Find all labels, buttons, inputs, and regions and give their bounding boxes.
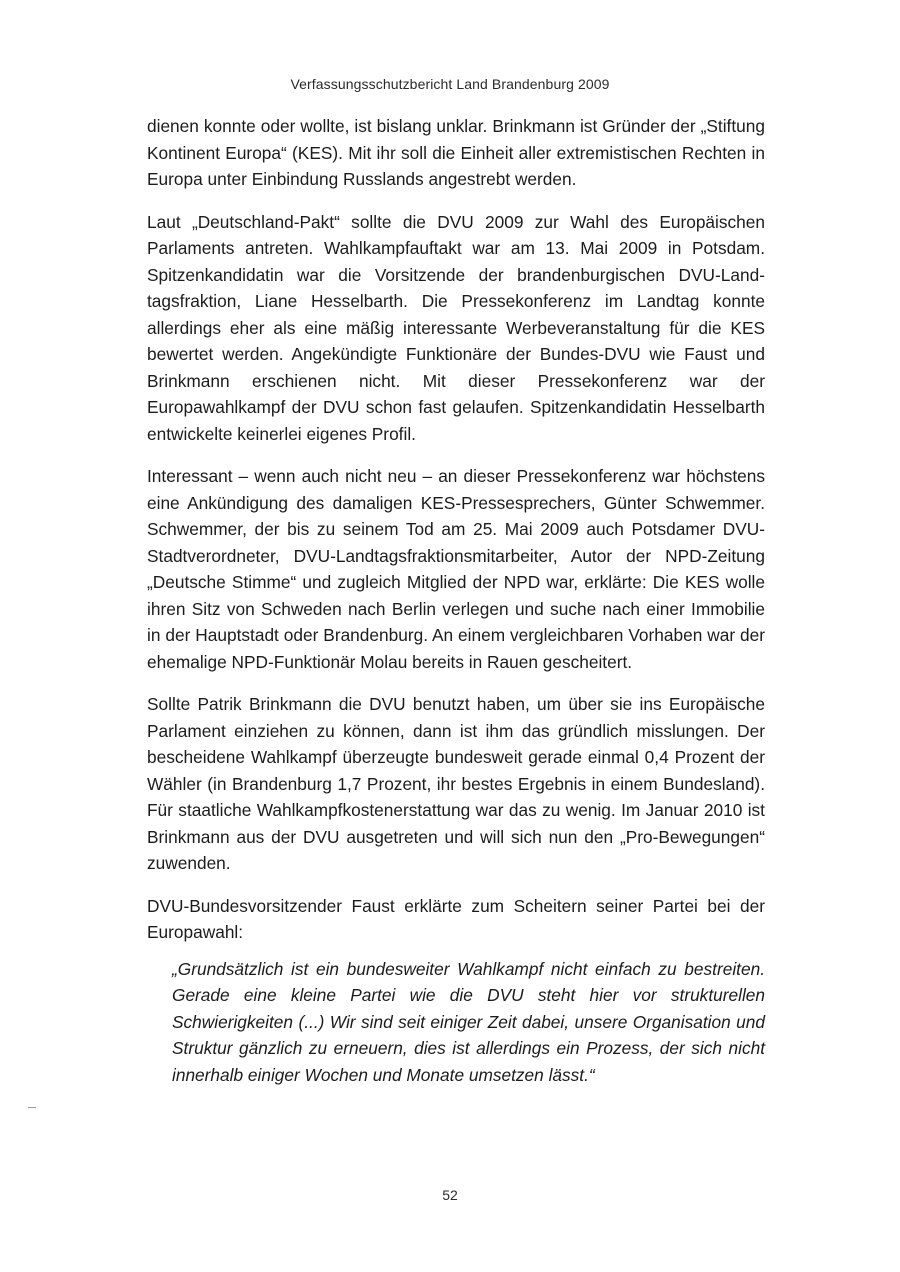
scan-margin-mark [28, 1107, 36, 1108]
page-number: 52 [442, 1187, 458, 1203]
paragraph: DVU-Bundesvorsitzender Faust erklärte zum Scheitern seiner Partei bei der Europawahl: [147, 895, 765, 942]
body-text [147, 113, 765, 1088]
block-quote: „Grundsätzlich ist ein bundesweiter Wahlkampf nicht einfach zu bestreiten. Gerade eine kleine Partei wie die DVU steht hier vor strukturellen Schwierigkeiten (...) Wir sind seit einiger Zeit dabei, unsere Organisation und Struktur gänzlich zu erneuern, dies ist allerdings ein Prozess, der sich nicht innerhalb einiger Wochen und Monate umsetzen lässt.“ [172, 958, 765, 1085]
running-header: Verfassungsschutzbericht Land Brandenburg 2009 [290, 76, 610, 92]
paragraph: dienen konnte oder wollte, ist bislang unklar. Brinkmann ist Gründer der „Stiftung Kontinent Europa“ (KES). Mit ihr soll die Einheit aller extremistischen Rechten in Europa unter Einbindung Russlands angestrebt werden. [147, 116, 765, 189]
paragraph: Sollte Patrik Brinkmann die DVU benutzt haben, um über sie ins Europäische Parlament einziehen zu können, dann ist ihm das gründlich misslungen. Der bescheidene Wahlkampf überzeugte bundesweit gerade einmal 0,4 Prozent der Wähler (in Brandenburg 1,7 Prozent, ihr bestes Ergebnis in einem Bundesland). Für staatliche Wahlkampfkostenerstattung war das zu wenig. Im Januar 2010 ist Brinkmann aus der DVU ausgetreten und will sich nun den „Pro-Bewegungen“ zuwenden. [147, 694, 765, 873]
paragraph: Laut „Deutschland-Pakt“ sollte die DVU 2009 zur Wahl des Europäischen Parlaments antreten. Wahlkampfauftakt war am 13. Mai 2009 in Potsdam. Spitzenkandidatin war die Vorsitzende der brandenburgischen DVU-Landtagsfraktion, Liane Hesselbarth. Die Pressekonferenz im Landtag konnte allerdings eher als eine mäßig interessante Werbeveranstaltung für die KES bewertet werden. Angekündigte Funktionäre der Bundes-DVU wie Faust und Brinkmann erschienen nicht. Mit dieser Pressekonferenz war der Europawahlkampf der DVU schon fast gelaufen. Spitzenkandidatin Hesselbarth entwickelte keinerlei eigenes Profil. [147, 211, 765, 444]
paragraph: Interessant – wenn auch nicht neu – an dieser Pressekonferenz war höchstens eine Ankündigung des damaligen KES-Pressesprechers, Günter Schwemmer. Schwemmer, der bis zu seinem Tod am 25. Mai 2009 auch Potsdamer DVU-Stadtverordneter, DVU-Landtagsfraktionsmitarbeiter, Autor der NPD-Zeitung „Deutsche Stimme“ und zugleich Mitglied der NPD war, erklärte: Die KES wolle ihren Sitz von Schweden nach Berlin verlegen und suche nach einer Immobilie in der Hauptstadt oder Brandenburg. An einem vergleichbaren Vorhaben war der ehemalige NPD-Funktionär Molau bereits in Rauen gescheitert. [147, 466, 765, 672]
